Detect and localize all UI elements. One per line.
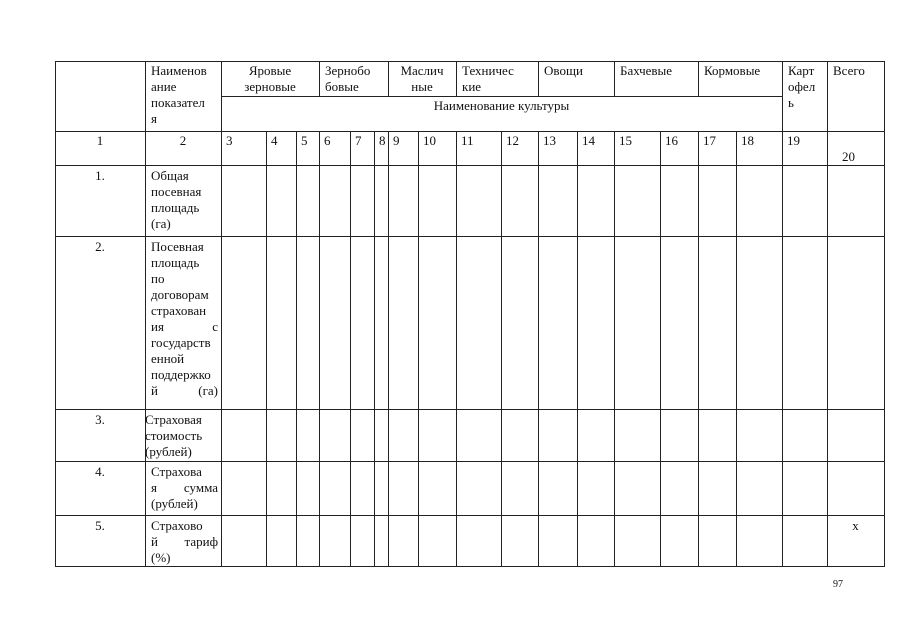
column-number: 6 [324, 133, 331, 148]
grid-line [698, 61, 699, 97]
grid-line [55, 61, 885, 62]
grid-line [614, 61, 615, 97]
grid-line [538, 131, 539, 567]
row-indicator-line: (%) [151, 550, 171, 565]
row-indicator-line: договорам [151, 287, 209, 302]
column-number: 5 [301, 133, 308, 148]
row-indicator-line: площадь [151, 200, 200, 215]
header-group-label: ные [411, 79, 433, 94]
grid-line [55, 566, 885, 567]
column-number: 14 [582, 133, 595, 148]
row-indicator-line: Страхова [151, 464, 202, 479]
row-indicator-line: Посевная [151, 239, 204, 254]
row-indicator-line: (рублей) [145, 444, 192, 459]
header-indicator-line: показател [151, 95, 205, 110]
grid-line [456, 61, 457, 97]
row-total-cell: x [852, 518, 859, 533]
column-number: 17 [703, 133, 716, 148]
row-indicator-line: (рублей) [151, 496, 198, 511]
grid-line [319, 61, 320, 97]
grid-line [55, 409, 885, 410]
grid-line [55, 236, 885, 237]
grid-line [374, 131, 375, 567]
header-group-label: ь [788, 95, 794, 110]
grid-line [319, 131, 320, 567]
header-group-label: Бахчевые [620, 63, 673, 78]
grid-line [266, 131, 267, 567]
row-indicator-line: стоимость [145, 428, 203, 443]
row-indicator-line: посевная [151, 184, 202, 199]
header-group-label: Зернобо [325, 63, 371, 78]
column-number: 15 [619, 133, 632, 148]
column-number: 11 [461, 133, 474, 148]
row-indicator-line: й тариф [151, 534, 218, 549]
row-indicator-line: по [151, 271, 165, 286]
grid-line [660, 131, 661, 567]
header-group-label: Маслич [400, 63, 444, 78]
column-number: 16 [665, 133, 678, 148]
grid-line [55, 165, 885, 166]
grid-line [350, 131, 351, 567]
header-group-label: Овощи [544, 63, 583, 78]
header-indicator-line: Наименов [151, 63, 207, 78]
grid-line [782, 61, 783, 567]
row-indicator-line: Общая [151, 168, 189, 183]
grid-line [614, 131, 615, 567]
page-number: 97 [833, 579, 843, 590]
row-number: 5. [95, 518, 105, 533]
row-indicator-line: государств [151, 335, 211, 350]
header-group-label: Техничес [462, 63, 514, 78]
column-number: 10 [423, 133, 436, 148]
column-number: 20 [842, 149, 855, 164]
row-indicator-line: Страхово [151, 518, 203, 533]
grid-line [221, 61, 222, 567]
row-number: 1. [95, 168, 105, 183]
column-number: 13 [543, 133, 556, 148]
grid-line [456, 131, 457, 567]
grid-line [884, 61, 885, 567]
column-number: 4 [271, 133, 278, 148]
column-number: 9 [393, 133, 400, 148]
column-number: 18 [741, 133, 754, 148]
header-group-label: Всего [833, 63, 865, 78]
grid-line [418, 131, 419, 567]
grid-line [538, 61, 539, 97]
header-group-label: бовые [325, 79, 359, 94]
column-number: 3 [226, 133, 233, 148]
header-group-label: Кормовые [704, 63, 761, 78]
row-number: 2. [95, 239, 105, 254]
row-number: 4. [95, 464, 105, 479]
row-indicator-line: ия с [151, 319, 218, 334]
column-number: 2 [179, 133, 187, 148]
row-indicator-line: я сумма [151, 480, 218, 495]
grid-line [55, 515, 885, 516]
row-indicator-line: площадь [151, 255, 200, 270]
header-group-label: офел [788, 79, 816, 94]
header-indicator-line: ание [151, 79, 177, 94]
grid-line [55, 461, 885, 462]
header-group-label: зерновые [244, 79, 296, 94]
grid-line [577, 131, 578, 567]
row-indicator-line: (га) [151, 216, 171, 231]
header-indicator-line: я [151, 111, 157, 126]
row-indicator-line: страхован [151, 303, 207, 318]
row-indicator-line: й (га) [151, 383, 218, 398]
grid-line [501, 131, 502, 567]
column-number: 8 [379, 133, 386, 148]
row-number: 3. [95, 412, 105, 427]
grid-line [388, 131, 389, 567]
culture-name-label: Наименование культуры [433, 98, 570, 113]
column-number: 12 [506, 133, 519, 148]
grid-line [698, 131, 699, 567]
row-indicator-line: енной [151, 351, 185, 366]
grid-line [296, 131, 297, 567]
grid-line [827, 61, 828, 567]
header-group-label: кие [462, 79, 482, 94]
column-number: 1 [96, 133, 104, 148]
column-number: 19 [787, 133, 800, 148]
grid-line [736, 131, 737, 567]
grid-line [55, 131, 885, 132]
column-number: 7 [355, 133, 362, 148]
row-indicator-line: Страховая [145, 412, 202, 427]
header-group-label: Карт [788, 63, 815, 78]
row-indicator-line: поддержко [151, 367, 211, 382]
header-group-label: Яровые [248, 63, 292, 78]
